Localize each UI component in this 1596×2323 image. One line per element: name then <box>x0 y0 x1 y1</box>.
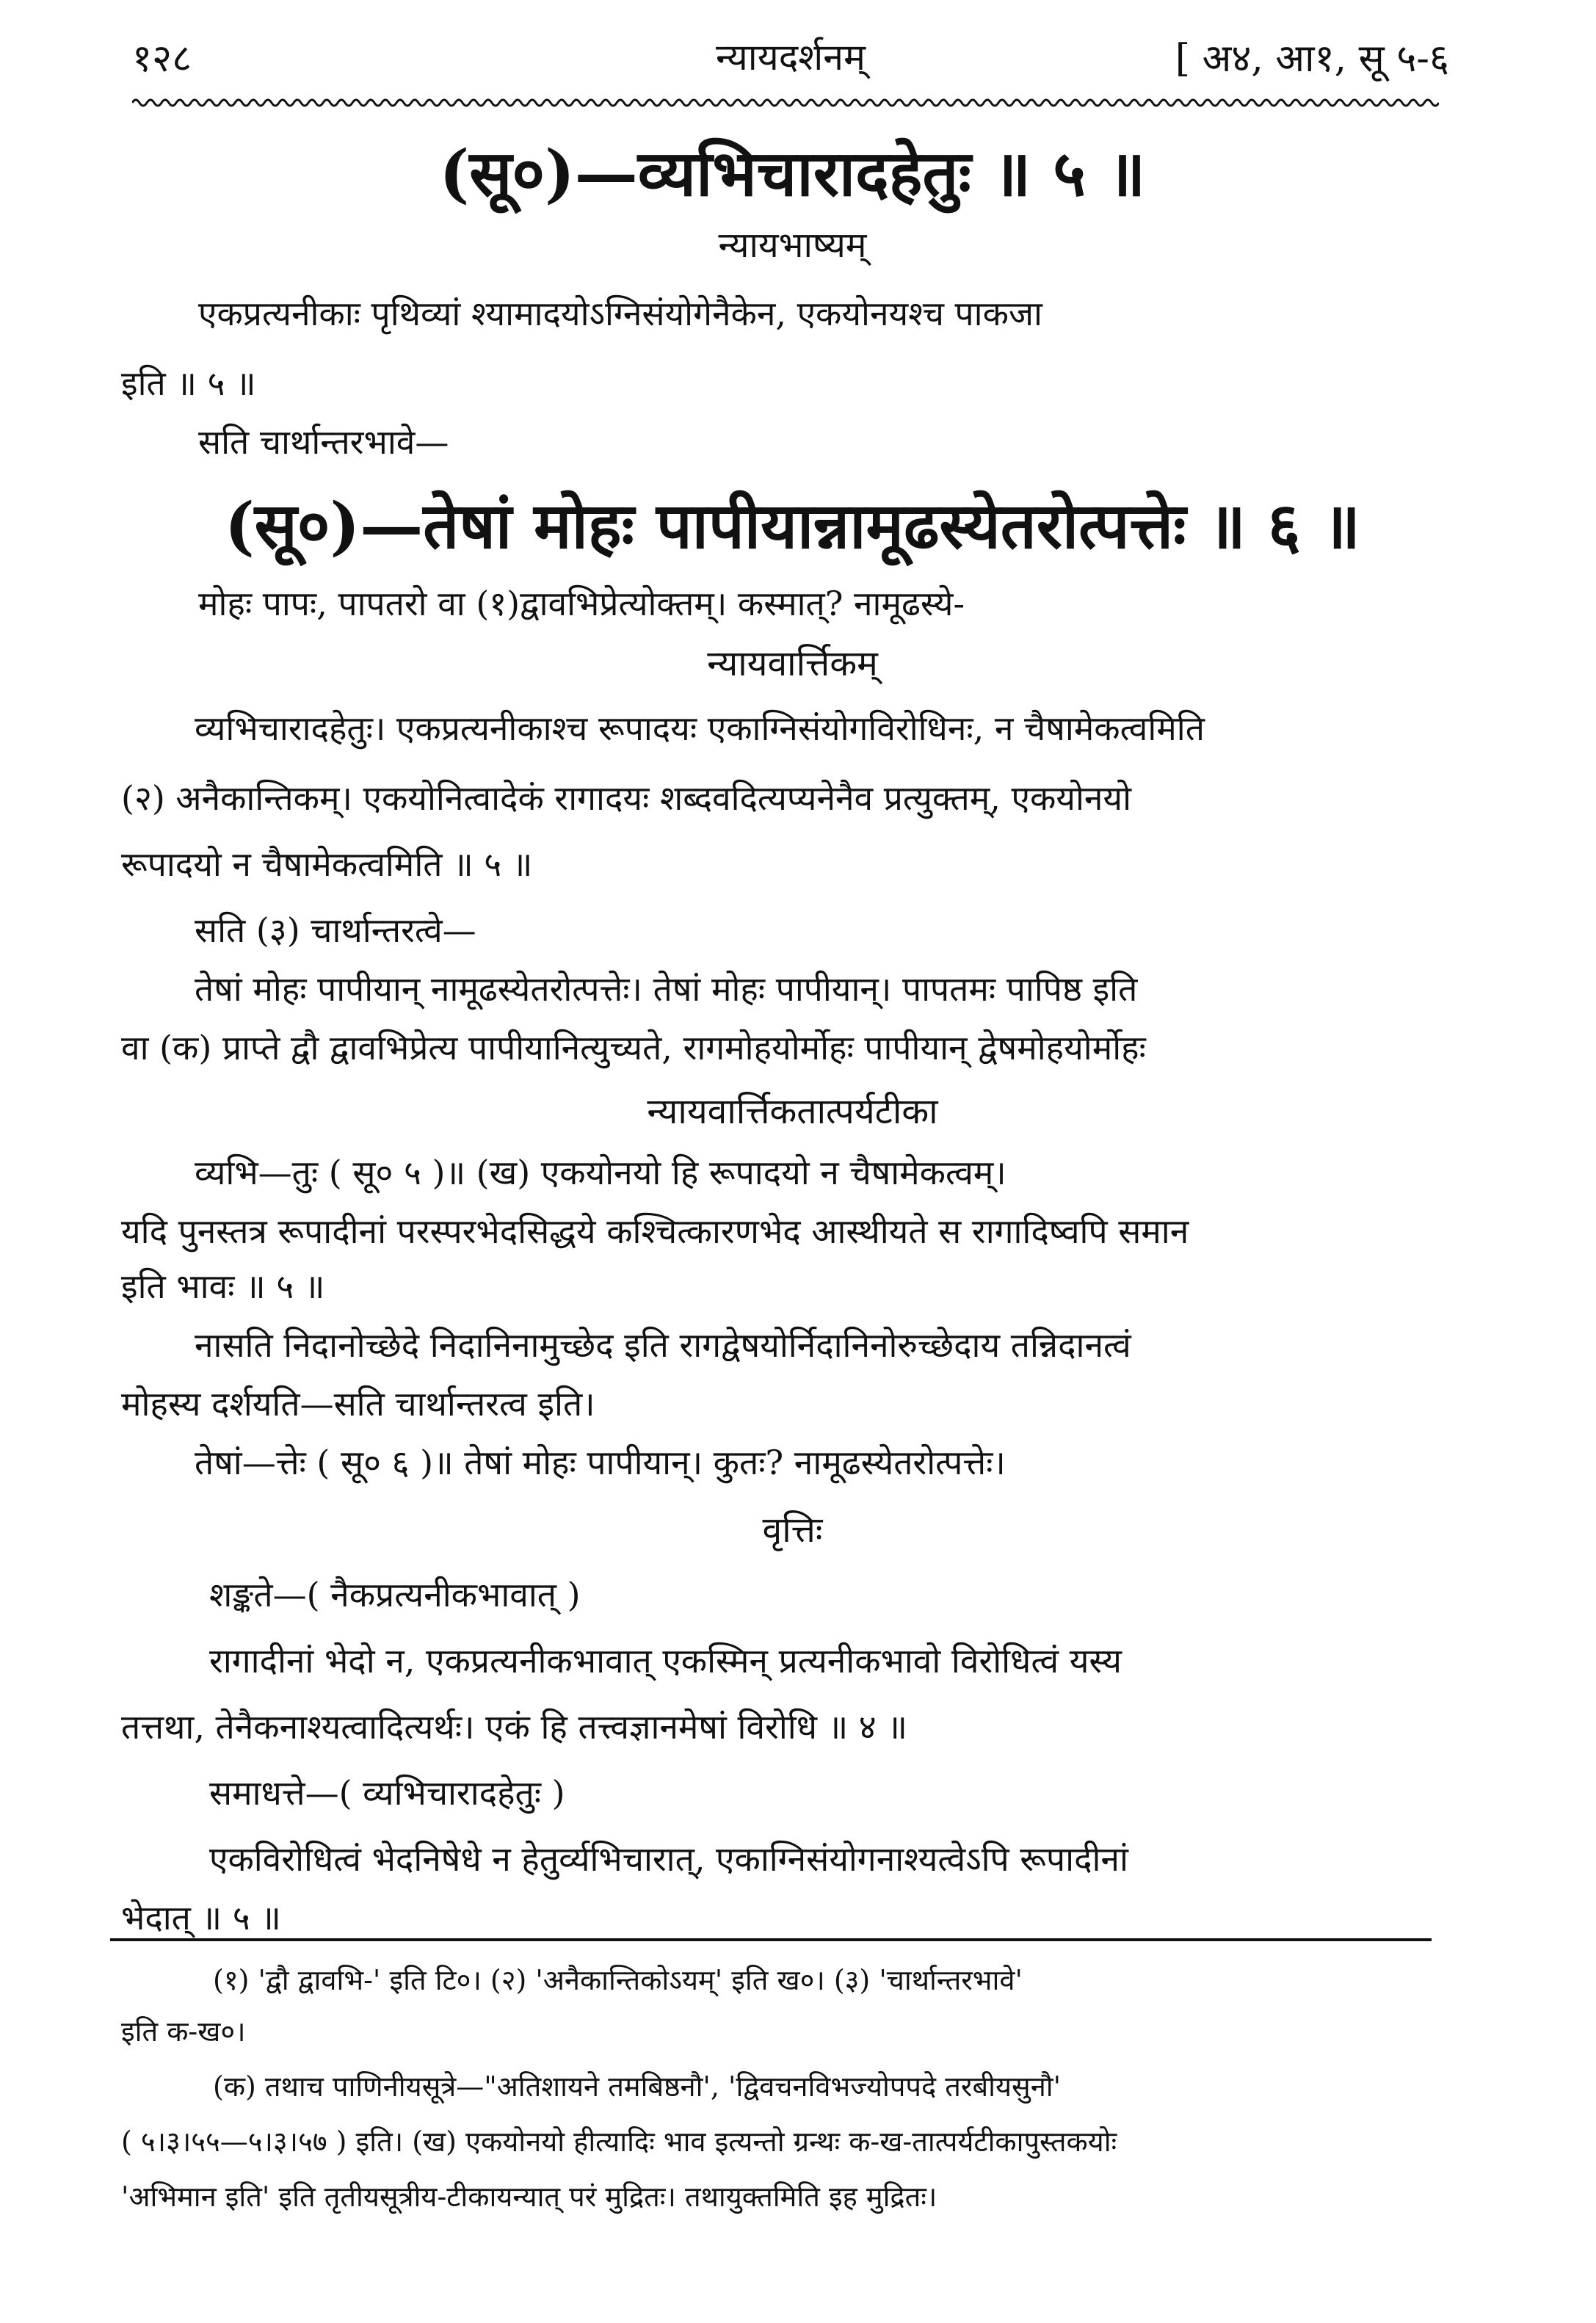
vartika-line: वा (क) प्राप्ते द्वौ द्वावभिप्रेत्य पापीयानित्युच्यते, रागमोहयोर्मोहः पापीयान् द्वेषमोहयोर्मोहः <box>121 1028 1146 1068</box>
vritti-line: समाधत्ते—( व्यभिचारादहेतुः ) <box>209 1773 565 1813</box>
bhashya-heading: न्यायभाष्यम् <box>718 225 867 266</box>
running-title: न्यायदर्शनम् <box>716 36 866 79</box>
vartika-line: व्यभिचारादहेतुः। एकप्रत्यनीकाश्च रूपादयः एकाग्निसंयोगविरोधिनः, न चैषामेकत्वमिति <box>195 709 1205 748</box>
page-header <box>132 31 1449 90</box>
tatparya-line: इति भावः ॥ ५ ॥ <box>121 1266 325 1306</box>
vritti-line: भेदात् ॥ ५ ॥ <box>121 1898 281 1938</box>
tatparya-line: व्यभि—तुः ( सू० ५ )॥ (ख) एकयोनयो हि रूपादयो न चैषामेकत्वम्। <box>195 1153 1006 1192</box>
vartika-heading: न्यायवार्त्तिकम् <box>707 643 878 684</box>
bhashya-line: एकप्रत्यनीकाः पृथिव्यां श्यामादयोऽग्निसंयोगेनैकेन, एकयोनयश्च पाकजा <box>198 294 1042 333</box>
bhashya-line: इति ॥ ५ ॥ <box>121 363 256 403</box>
bhashya-6-line: मोहः पापः, पापतरो वा (१)द्वावभिप्रेत्योक्तम्। कस्मात्? नामूढस्ये- <box>198 584 965 623</box>
footnote-rule <box>110 1938 1432 1941</box>
footnote-line: (१) 'द्वौ द्वावभि-' इति टि०। (२) 'अनैकान्तिकोऽयम्' इति ख०। (३) 'चार्थान्तरभावे' <box>213 1964 1023 1996</box>
vritti-line: तत्तथा, तेनैकनाश्यत्वादित्यर्थः। एकं हि तत्त्वज्ञानमेषां विरोधि ॥ ४ ॥ <box>121 1707 907 1747</box>
footnote-line: 'अभिमान इति' इति तृतीयसूत्रीय-टीकायन्यात् परं मुद्रितः। तथायुक्तमिति इह मुद्रितः। <box>121 2181 937 2213</box>
footnote-line: इति क-ख०। <box>121 2015 246 2048</box>
footnote-line: (क) तथाच पाणिनीयसूत्रे—"अतिशायने तमबिष्ठनौ', 'द्विवचनविभज्योपपदे तरबीयसुनौ' <box>213 2070 1062 2103</box>
vartika-line: (२) अनैकान्तिकम्। एकयोनित्वादेकं रागादयः शब्दवदित्यप्यनेनैव प्रत्युक्तम्, एकयोनयो <box>121 778 1132 818</box>
vritti-line: एकविरोधित्वं भेदनिषेधे न हेतुर्व्यभिचारात्, एकाग्निसंयोगनाश्यत्वेऽपि रूपादीनां <box>209 1839 1128 1879</box>
section-reference: [ अ४, आ१, सू ५-६ <box>1175 37 1449 81</box>
tatparya-line: मोहस्य दर्शयति—सति चार्थान्तरत्व इति। <box>121 1384 595 1424</box>
page-number: १२८ <box>132 37 192 81</box>
sutra-5: (सू०)—व्यभिचारादहेतुः ॥ ५ ॥ <box>439 137 1146 211</box>
footnote-line: ( ५।३।५५—५।३।५७ ) इति। (ख) एकयोनयो हीत्यादिः भाव इत्यन्तो ग्रन्थः क-ख-तात्पर्यटीकापुस्तकयोः <box>121 2126 1117 2158</box>
vritti-heading: वृत्तिः <box>762 1510 823 1551</box>
tatparya-line: तेषां—त्तेः ( सू० ६ )॥ तेषां मोहः पापीयान्। कुतः? नामूढस्येतरोत्पत्तेः। <box>195 1443 1006 1482</box>
tatparya-line: यदि पुनस्तत्र रूपादीनां परस्परभेदसिद्धये कश्चित्कारणभेद आस्थीयते स रागादिष्वपि समान <box>121 1211 1189 1251</box>
vritti-line: रागादीनां भेदो न, एकप्रत्यनीकभावात् एकस्मिन् प्रत्यनीकभावो विरोधित्वं यस्य <box>209 1641 1122 1681</box>
tatparya-line: नासति निदानोच्छेदे निदानिनामुच्छेद इति रागद्वेषयोर्निदानिनोरुच्छेदाय तन्निदानत्वं <box>195 1325 1131 1365</box>
bhashya-line: सति चार्थान्तरभावे— <box>198 422 449 462</box>
vritti-line: शङ्कते—( नैकप्रत्यनीकभावात् ) <box>209 1575 581 1614</box>
vartika-line: रूपादयो न चैषामेकत्वमिति ॥ ५ ॥ <box>121 844 533 884</box>
header-wavy-rule <box>132 94 1439 112</box>
vartika-line: तेषां मोहः पापीयान् नामूढस्येतरोत्पत्तेः। तेषां मोहः पापीयान्। पापतमः पापिष्ठ इति <box>195 969 1138 1009</box>
tatparya-heading: न्यायवार्त्तिकतात्पर्यटीका <box>647 1091 938 1132</box>
sutra-6: (सू०)—तेषां मोहः पापीयान्नामूढस्येतरोत्पत्तेः ॥ ६ ॥ <box>224 489 1361 563</box>
vartika-line: सति (३) चार्थान्तरत्वे— <box>195 910 476 950</box>
